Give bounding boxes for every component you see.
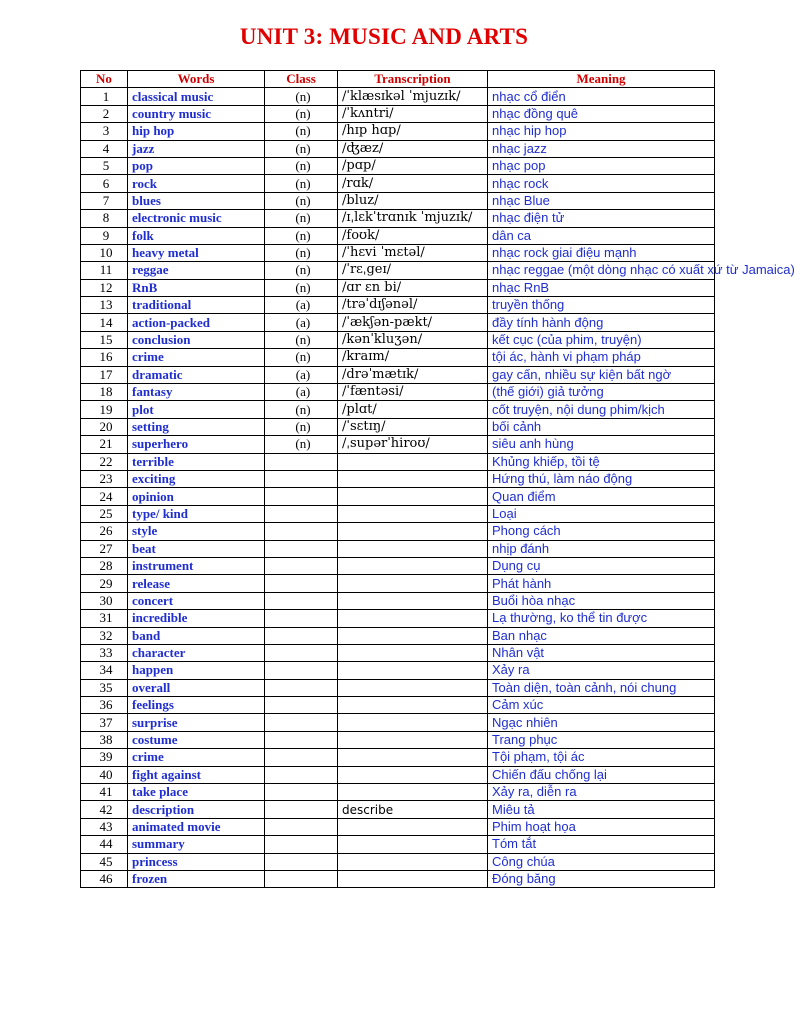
cell-meaning: nhịp đánh [488,540,715,557]
cell-no: 38 [81,731,128,748]
cell-transcription: /ʤæz/ [338,140,488,157]
cell-word: exciting [128,470,265,487]
table-row [81,627,715,644]
table-row [81,836,715,853]
cell-no: 8 [81,210,128,227]
cell-no: 2 [81,105,128,122]
cell-no: 44 [81,836,128,853]
cell-word: take place [128,784,265,801]
cell-meaning: Nhân vật [488,644,715,661]
cell-meaning: Tóm tắt [488,836,715,853]
cell-class [265,714,338,731]
table-row [81,157,715,174]
cell-meaning: Loại [488,505,715,522]
cell-no: 26 [81,523,128,540]
cell-no: 3 [81,123,128,140]
header-class: Class [265,71,338,88]
cell-meaning: Công chúa [488,853,715,870]
table-row [81,418,715,435]
cell-meaning: Chiến đấu chống lại [488,766,715,783]
cell-transcription: /ˌsupərˈhiroʊ/ [338,436,488,453]
cell-word: action-packed [128,314,265,331]
table-row [81,470,715,487]
table-row [81,140,715,157]
cell-class: (n) [265,262,338,279]
cell-transcription: /ˈfæntəsi/ [338,384,488,401]
cell-word: summary [128,836,265,853]
cell-class: (n) [265,192,338,209]
cell-word: blues [128,192,265,209]
cell-meaning: nhạc rock [488,175,715,192]
cell-transcription [338,488,488,505]
cell-meaning: Khủng khiếp, tồi tệ [488,453,715,470]
cell-word: style [128,523,265,540]
cell-transcription: /ɪˌlɛkˈtrɑnɪk ˈmjuzɪk/ [338,210,488,227]
table-row [81,401,715,418]
cell-word: country music [128,105,265,122]
cell-no: 43 [81,818,128,835]
cell-meaning: nhạc Blue [488,192,715,209]
cell-no: 7 [81,192,128,209]
cell-no: 15 [81,331,128,348]
cell-meaning: Phong cách [488,523,715,540]
cell-class: (n) [265,331,338,348]
cell-no: 5 [81,157,128,174]
cell-class [265,784,338,801]
cell-class: (n) [265,227,338,244]
cell-no: 25 [81,505,128,522]
table-row [81,523,715,540]
cell-class: (n) [265,418,338,435]
cell-no: 10 [81,244,128,261]
cell-meaning: (thế giới) giả tưởng [488,384,715,401]
table-row [81,175,715,192]
cell-transcription [338,766,488,783]
cell-word: costume [128,731,265,748]
cell-no: 16 [81,349,128,366]
cell-no: 18 [81,384,128,401]
cell-transcription: /ˈkʌntri/ [338,105,488,122]
cell-word: folk [128,227,265,244]
cell-meaning: đầy tính hành động [488,314,715,331]
cell-no: 32 [81,627,128,644]
table-row [81,784,715,801]
cell-word: happen [128,662,265,679]
cell-word: princess [128,853,265,870]
cell-meaning: tội ác, hành vi phạm pháp [488,349,715,366]
cell-class: (n) [265,140,338,157]
cell-no: 20 [81,418,128,435]
cell-class: (n) [265,88,338,105]
cell-meaning: nhạc điện tử [488,210,715,227]
cell-transcription: /ɑr ɛn bi/ [338,279,488,296]
cell-word: animated movie [128,818,265,835]
cell-transcription: /foʊk/ [338,227,488,244]
header-words: Words [128,71,265,88]
table-row [81,714,715,731]
cell-word: beat [128,540,265,557]
cell-class [265,453,338,470]
table-row [81,210,715,227]
cell-transcription [338,592,488,609]
table-row [81,488,715,505]
table-row [81,262,715,279]
cell-transcription: /trəˈdɪʃənəl/ [338,297,488,314]
cell-class: (n) [265,244,338,261]
cell-transcription: /ˈækʃən-pækt/ [338,314,488,331]
cell-class [265,505,338,522]
table-row [81,749,715,766]
cell-meaning: nhạc cổ điển [488,88,715,105]
cell-transcription [338,662,488,679]
cell-word: hip hop [128,123,265,140]
table-row [81,331,715,348]
cell-transcription: /ˈrɛˌgeɪ/ [338,262,488,279]
cell-meaning: Xảy ra [488,662,715,679]
cell-class [265,644,338,661]
cell-transcription: /bluz/ [338,192,488,209]
cell-meaning: Quan điểm [488,488,715,505]
cell-meaning: Tội phạm, tội ác [488,749,715,766]
cell-word: crime [128,749,265,766]
cell-meaning: Phát hành [488,575,715,592]
cell-meaning: siêu anh hùng [488,436,715,453]
table-row [81,297,715,314]
table-row [81,766,715,783]
cell-class [265,697,338,714]
cell-word: setting [128,418,265,435]
table-row [81,731,715,748]
cell-no: 27 [81,540,128,557]
cell-transcription: /ˈklæsɪkəl ˈmjuzɪk/ [338,88,488,105]
cell-class: (n) [265,123,338,140]
cell-class [265,679,338,696]
table-row [81,349,715,366]
cell-word: pop [128,157,265,174]
table-row [81,453,715,470]
cell-meaning: gay cấn, nhiều sự kiện bất ngờ [488,366,715,383]
table-row [81,279,715,296]
cell-class [265,488,338,505]
cell-meaning: nhạc jazz [488,140,715,157]
cell-no: 45 [81,853,128,870]
cell-meaning: Hứng thú, làm náo động [488,470,715,487]
table-header-row [81,71,715,88]
cell-no: 29 [81,575,128,592]
cell-no: 21 [81,436,128,453]
cell-transcription [338,575,488,592]
cell-transcription [338,644,488,661]
cell-class: (a) [265,384,338,401]
cell-transcription: describe [338,801,488,818]
cell-class [265,870,338,887]
cell-transcription: /ˈsɛtɪŋ/ [338,418,488,435]
cell-transcription: /pɑp/ [338,157,488,174]
table-row [81,88,715,105]
table-row [81,227,715,244]
cell-meaning: Trang phục [488,731,715,748]
cell-meaning: Miêu tả [488,801,715,818]
cell-meaning: nhạc RnB [488,279,715,296]
cell-meaning: kết cục (của phim, truyện) [488,331,715,348]
cell-class [265,523,338,540]
table-row [81,679,715,696]
cell-word: overall [128,679,265,696]
cell-word: electronic music [128,210,265,227]
cell-word: surprise [128,714,265,731]
cell-no: 30 [81,592,128,609]
table-row [81,644,715,661]
cell-no: 37 [81,714,128,731]
cell-class: (n) [265,157,338,174]
cell-word: character [128,644,265,661]
cell-no: 13 [81,297,128,314]
cell-no: 46 [81,870,128,887]
cell-no: 4 [81,140,128,157]
cell-class [265,766,338,783]
cell-transcription: /hɪp hɑp/ [338,123,488,140]
cell-class [265,853,338,870]
cell-no: 42 [81,801,128,818]
cell-transcription [338,818,488,835]
table-row [81,105,715,122]
cell-meaning: Ngạc nhiên [488,714,715,731]
cell-class [265,627,338,644]
cell-meaning: Buổi hòa nhạc [488,592,715,609]
cell-class: (n) [265,401,338,418]
cell-meaning: nhạc đồng quê [488,105,715,122]
cell-class [265,592,338,609]
cell-no: 22 [81,453,128,470]
cell-meaning: Xảy ra, diễn ra [488,784,715,801]
table-row [81,697,715,714]
cell-transcription [338,540,488,557]
cell-meaning: nhạc reggae (một dòng nhạc có xuất xứ từ Jamaica) [488,262,715,279]
cell-no: 40 [81,766,128,783]
header-no: No [81,71,128,88]
cell-no: 31 [81,610,128,627]
cell-word: traditional [128,297,265,314]
table-row [81,192,715,209]
table-row [81,505,715,522]
cell-word: crime [128,349,265,366]
cell-word: RnB [128,279,265,296]
cell-no: 14 [81,314,128,331]
cell-meaning: truyền thống [488,297,715,314]
cell-word: description [128,801,265,818]
cell-meaning: Dụng cụ [488,557,715,574]
cell-transcription [338,453,488,470]
cell-word: dramatic [128,366,265,383]
cell-meaning: Ban nhạc [488,627,715,644]
cell-transcription [338,557,488,574]
cell-meaning: nhạc rock giai điệu mạnh [488,244,715,261]
cell-word: release [128,575,265,592]
cell-word: jazz [128,140,265,157]
cell-transcription: /drəˈmætɪk/ [338,366,488,383]
cell-transcription: /kraɪm/ [338,349,488,366]
cell-meaning: nhạc pop [488,157,715,174]
cell-class: (n) [265,349,338,366]
cell-class [265,575,338,592]
cell-no: 12 [81,279,128,296]
cell-class [265,836,338,853]
cell-transcription: /plɑt/ [338,401,488,418]
cell-class [265,818,338,835]
table-row [81,366,715,383]
cell-class: (n) [265,279,338,296]
cell-no: 11 [81,262,128,279]
cell-transcription: /kənˈkluʒən/ [338,331,488,348]
cell-transcription [338,627,488,644]
table-row [81,540,715,557]
page-title: UNIT 3: MUSIC AND ARTS [239,24,529,49]
table-body [81,88,795,888]
cell-word: instrument [128,557,265,574]
cell-transcription [338,679,488,696]
cell-meaning: nhạc hip hop [488,123,715,140]
cell-meaning: Toàn diện, toàn cảnh, nói chung [488,679,715,696]
cell-meaning: Đóng băng [488,870,715,887]
table-row [81,557,715,574]
cell-word: incredible [128,610,265,627]
cell-transcription [338,870,488,887]
cell-class: (n) [265,175,338,192]
cell-meaning: Phim hoạt họa [488,818,715,835]
cell-word: fantasy [128,384,265,401]
table-row [81,870,715,887]
cell-transcription [338,714,488,731]
cell-no: 24 [81,488,128,505]
cell-word: classical music [128,88,265,105]
cell-class [265,731,338,748]
cell-class: (a) [265,366,338,383]
cell-meaning: dân ca [488,227,715,244]
cell-no: 19 [81,401,128,418]
cell-no: 34 [81,662,128,679]
cell-no: 35 [81,679,128,696]
cell-class: (n) [265,436,338,453]
cell-transcription [338,749,488,766]
cell-word: rock [128,175,265,192]
cell-transcription: /rɑk/ [338,175,488,192]
table-row [81,123,715,140]
cell-no: 17 [81,366,128,383]
cell-class: (a) [265,314,338,331]
cell-class [265,749,338,766]
cell-class [265,470,338,487]
cell-class [265,662,338,679]
cell-meaning: Cảm xúc [488,697,715,714]
table-row [81,436,715,453]
cell-word: terrible [128,453,265,470]
cell-class: (a) [265,297,338,314]
cell-no: 9 [81,227,128,244]
cell-class [265,801,338,818]
cell-meaning: Lạ thường, ko thể tin được [488,610,715,627]
table-row [81,592,715,609]
cell-transcription [338,784,488,801]
cell-word: conclusion [128,331,265,348]
vocabulary-table [80,70,795,888]
cell-transcription: /ˈhɛvi ˈmɛtəl/ [338,244,488,261]
cell-transcription [338,697,488,714]
cell-no: 33 [81,644,128,661]
cell-no: 39 [81,749,128,766]
table-row [81,853,715,870]
cell-no: 36 [81,697,128,714]
cell-transcription [338,470,488,487]
cell-transcription [338,836,488,853]
cell-word: concert [128,592,265,609]
header-transcription: Transcription [338,71,488,88]
cell-meaning: cốt truyện, nội dung phim/kịch [488,401,715,418]
cell-transcription [338,505,488,522]
cell-word: opinion [128,488,265,505]
cell-word: heavy metal [128,244,265,261]
cell-no: 28 [81,557,128,574]
table-row [81,384,715,401]
cell-word: feelings [128,697,265,714]
cell-transcription [338,853,488,870]
cell-word: band [128,627,265,644]
table-row [81,314,715,331]
cell-no: 23 [81,470,128,487]
cell-word: reggae [128,262,265,279]
cell-class [265,540,338,557]
cell-word: superhero [128,436,265,453]
table-row [81,244,715,261]
table-row [81,575,715,592]
table-row [81,801,715,818]
cell-meaning: bối cảnh [488,418,715,435]
cell-transcription [338,731,488,748]
header-meaning: Meaning [488,71,715,88]
cell-transcription [338,610,488,627]
cell-class [265,557,338,574]
cell-word: frozen [128,870,265,887]
cell-no: 6 [81,175,128,192]
table-row [81,610,715,627]
cell-class: (n) [265,105,338,122]
table-row [81,662,715,679]
cell-no: 1 [81,88,128,105]
cell-word: fight against [128,766,265,783]
cell-word: type/ kind [128,505,265,522]
cell-class: (n) [265,210,338,227]
cell-class [265,610,338,627]
cell-transcription [338,523,488,540]
cell-word: plot [128,401,265,418]
cell-no: 41 [81,784,128,801]
table-row [81,818,715,835]
